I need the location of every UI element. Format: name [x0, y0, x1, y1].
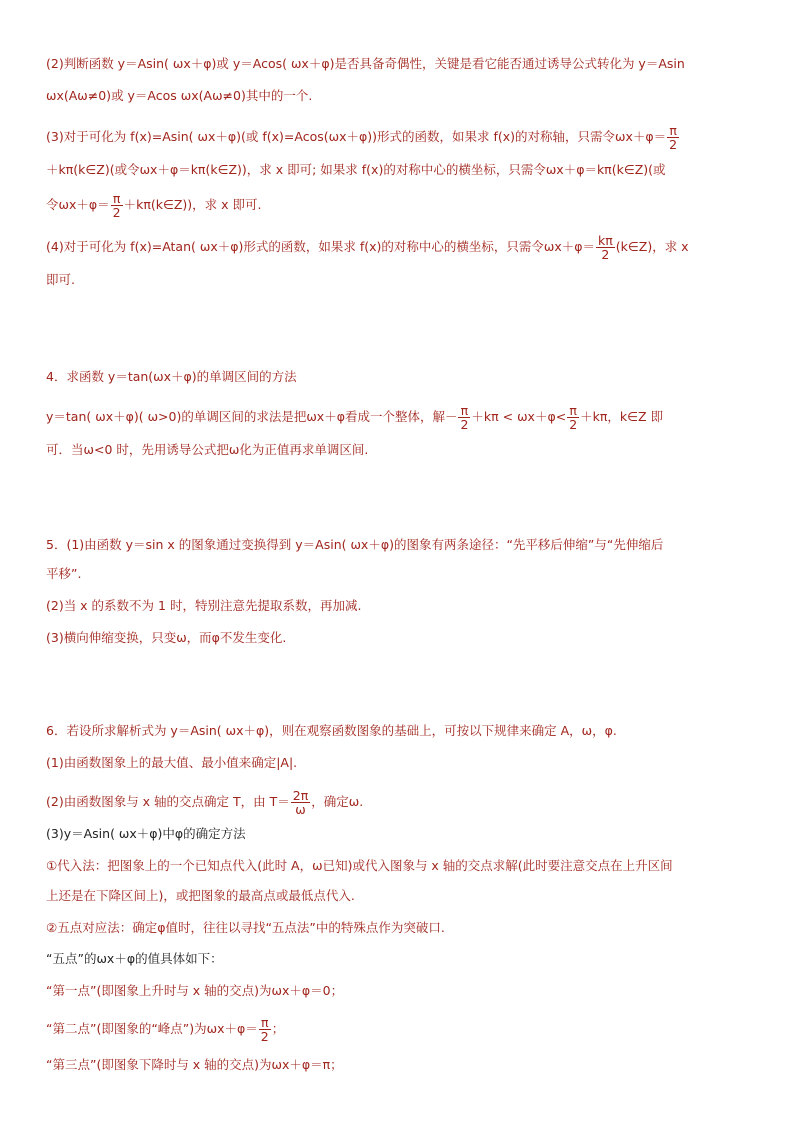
sec6-line4: (3)y＝Asin( ωx＋φ)中φ的确定方法 [46, 826, 246, 841]
sec6-line2: (1)由函数图象上的最大值、最小值来确定|A|. [46, 755, 298, 770]
sec3-para3-line3 [46, 192, 261, 219]
sec3-para2-line1: (2)判断函数 y＝Asin( ωx＋φ)或 y＝Acos( ωx＋φ)是否具备奇偶性，关键是看它能否通过诱导公式转化为 y＝Asin [46, 56, 685, 71]
pi-over-2-fraction [111, 192, 123, 219]
sec6-line10: “第三点”(即图象下降时与 x 轴的交点)为ωx＋φ＝π； [46, 1057, 343, 1072]
denominator: 2 [669, 137, 678, 152]
2pi-over-omega-fraction [291, 789, 310, 816]
sec4-line1 [46, 404, 663, 431]
sec4-line2: 可．当ω<0 时，先用诱导公式把ω化为正值再求单调区间. [46, 442, 369, 457]
sec3-para3-line2: ＋kπ(k∈Z)(或令ωx＋φ＝kπ(k∈Z))，求 x 即可; 如果求 f(x)的对称中心的横坐标，只需令ωx＋φ＝kπ(k∈Z)(或 [46, 162, 666, 177]
sec6-line7: “五点”的ωx＋φ的值具体如下： [46, 951, 223, 966]
text: ＋kπ，k∈Z 即 [580, 409, 664, 424]
text: ； [271, 1021, 285, 1036]
numerator: π [458, 404, 470, 418]
pi-over-2-fraction [667, 124, 679, 151]
sec6-line6: ②五点对应法：确定φ值时，往往以寻找“五点法”中的特殊点作为突破口. [46, 920, 445, 935]
sec4-title: 4．求函数 y＝tan(ωx＋φ)的单调区间的方法 [46, 369, 297, 384]
text: 令ωx＋φ＝ [46, 197, 110, 212]
text: (4)对于可化为 f(x)=Atan( ωx＋φ)形式的函数，如果求 f(x)的对称中心的横坐标，只需令ωx＋φ＝ [46, 239, 595, 254]
numerator: 2π [292, 788, 309, 803]
sec6-line5: ①代入法：把图象上的一个已知点代入(此时 A，ω已知)或代入图象与 x 轴的交点求解(此时要注意交点在上升区间 [46, 858, 673, 873]
denominator: 2 [112, 205, 121, 220]
pi-over-2-fraction [259, 1016, 271, 1043]
numerator: π [259, 1016, 271, 1030]
text: y＝tan( ωx＋φ)( ω>0)的单调区间的求法是把ωx＋φ看成一个整体，解－ [46, 409, 458, 424]
sec5-line2: (2)当 x 的系数不为 1 时，特别注意先提取系数，再加减. [46, 598, 362, 613]
text: ＋kπ(k∈Z))，求 x 即可. [123, 197, 262, 212]
numerator: π [111, 192, 123, 206]
numerator: π [667, 124, 679, 138]
sec6-line5b: 上还是在下降区间上)，或把图象的最高点或最低点代入. [46, 888, 355, 903]
denominator: 2 [569, 417, 578, 432]
sec6-line9 [46, 1016, 284, 1043]
sec6-line8: “第一点”(即图象上升时与 x 轴的交点)为ωx＋φ＝0； [46, 983, 344, 998]
pi-over-2-fraction [458, 404, 470, 431]
text: ，确定ω. [311, 794, 364, 809]
sec5-line1: 5．(1)由函数 y＝sin x 的图象通过变换得到 y＝Asin( ωx＋φ)的图象有两条途径：“先平移后伸缩”与“先伸缩后 [46, 537, 664, 552]
numerator: π [567, 404, 579, 418]
text: (2)由函数图象与 x 轴的交点确定 T，由 T＝ [46, 794, 290, 809]
text: ＋kπ < ωx＋φ< [471, 409, 567, 424]
sec6-line3 [46, 789, 363, 816]
kpi-over-2-fraction [596, 234, 615, 261]
numerator: kπ [598, 233, 613, 248]
sec3-para2-line2: ωx(Aω≠0)或 y＝Acos ωx(Aω≠0)其中的一个. [46, 88, 313, 103]
sec5-line1b: 平移”. [46, 566, 82, 581]
sec3-para4-line1 [46, 234, 689, 261]
text: (k∈Z)，求 x [615, 239, 689, 254]
denominator: 2 [601, 247, 610, 262]
sec6-line1: 6．若设所求解析式为 y＝Asin( ωx＋φ)，则在观察函数图象的基础上，可按以下规律来确定 A，ω，φ. [46, 723, 617, 738]
sec3-para4-line2: 即可. [46, 272, 75, 287]
sec5-line3: (3)横向伸缩变换，只变ω，而φ不发生变化. [46, 630, 287, 645]
pi-over-2-fraction [567, 404, 579, 431]
text: “第二点”(即图象的“峰点”)为ωx＋φ＝ [46, 1021, 258, 1036]
denominator: 2 [260, 1029, 269, 1044]
denominator: 2 [460, 417, 469, 432]
text: (3)对于可化为 f(x)=Asin( ωx＋φ)(或 f(x)=Acos(ωx＋φ))形式的函数，如果求 f(x)的对称轴，只需令ωx＋φ＝ [46, 129, 667, 144]
denominator: ω [295, 802, 306, 817]
sec3-para3-line1 [46, 124, 680, 151]
